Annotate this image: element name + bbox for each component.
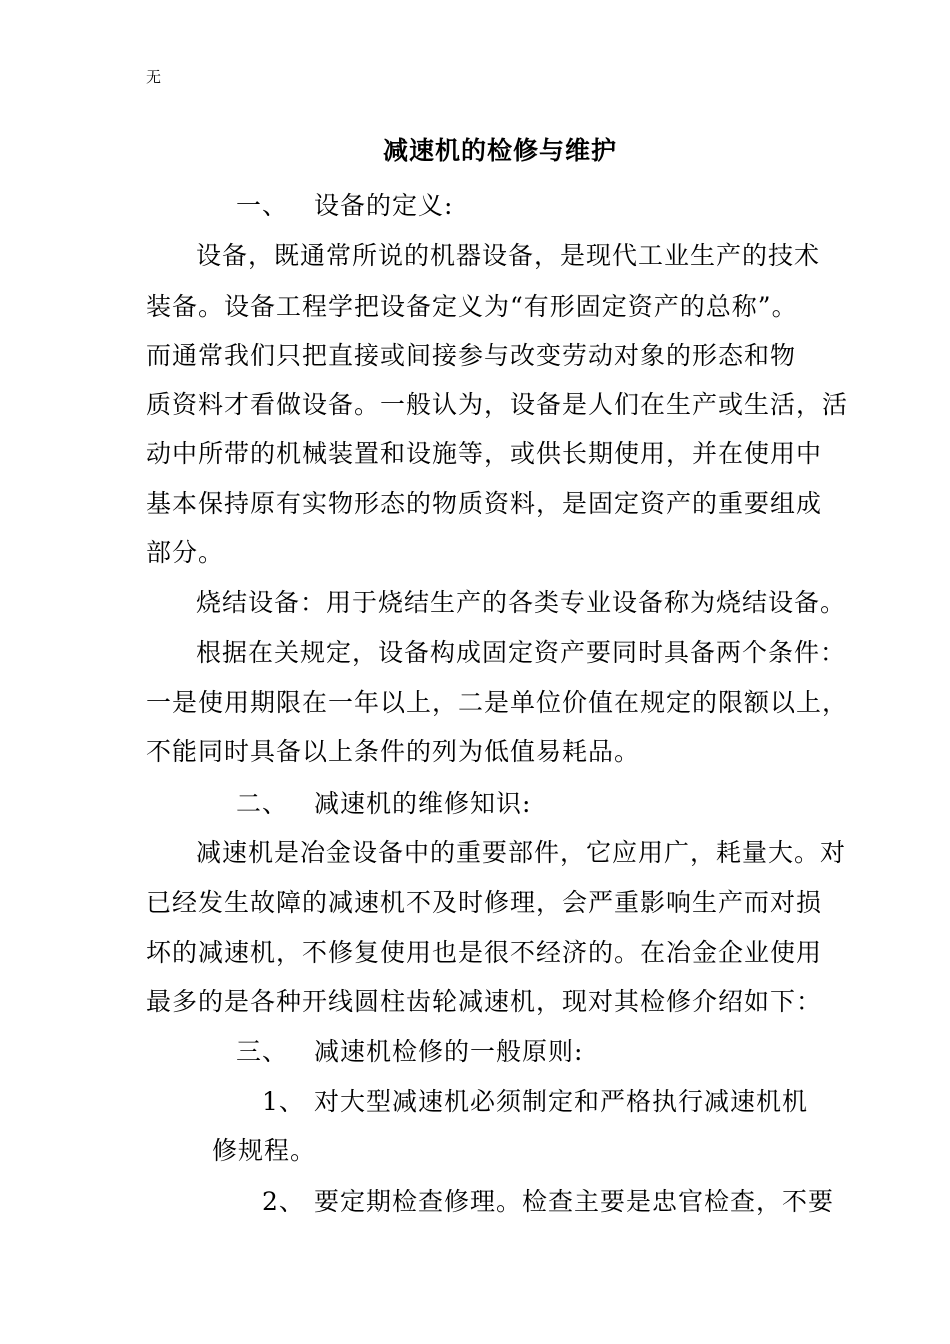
paragraph-line: 设备，既通常所说的机器设备，是现代工业生产的技术 — [196, 241, 821, 270]
list-item-text: 对大型减速机必须制定和严格执行减速机机 — [314, 1087, 809, 1116]
paragraph-line: 烧结设备：用于烧结生产的各类专业设备称为烧结设备。 — [196, 588, 847, 617]
section-heading-text: 设备的定义: — [314, 191, 454, 220]
paragraph-line: 减速机是冶金设备中的重要部件，它应用广，耗量大。对 — [196, 838, 847, 867]
section-heading-text: 减速机的维修知识: — [314, 789, 532, 818]
paragraph-line: 装备。设备工程学把设备定义为“有形固定资产的总称”。 — [146, 292, 798, 321]
paragraph-line: 部分。 — [146, 538, 225, 567]
paragraph-line: 已经发生故障的减速机不及时修理，会严重影响生产而对损 — [146, 888, 823, 917]
section-number: 二、 — [236, 789, 289, 818]
paragraph-line: 最多的是各种开线圆柱齿轮减速机，现对其检修介绍如下： — [146, 987, 823, 1016]
list-item-number: 1、 — [262, 1087, 305, 1116]
paragraph-line: 动中所带的机械装置和设施等，或供长期使用，并在使用中 — [146, 439, 823, 468]
section-number: 三、 — [236, 1037, 289, 1066]
list-item-2 — [262, 1182, 834, 1218]
page-header: 无 — [146, 68, 162, 86]
paragraph-line: 不能同时具备以上条件的列为低值易耗品。 — [146, 737, 641, 766]
paragraph-line: 而通常我们只把直接或间接参与改变劳动对象的形态和物 — [146, 341, 797, 370]
paragraph-line: 坏的减速机，不修复使用也是很不经济的。在冶金企业使用 — [146, 938, 823, 967]
section-heading-3 — [236, 1032, 583, 1068]
list-item-1 — [262, 1082, 808, 1118]
paragraph-line: 基本保持原有实物形态的物质资料，是固定资产的重要组成 — [146, 489, 823, 518]
paragraph-line: 一是使用期限在一年以上，二是单位价值在规定的限额以上， — [146, 688, 849, 717]
section-heading-1 — [236, 186, 453, 222]
section-heading-text: 减速机检修的一般原则: — [314, 1037, 584, 1066]
list-item-continuation: 修规程。 — [212, 1136, 317, 1165]
section-number: 一、 — [236, 191, 289, 220]
document-title: 减速机的检修与维护 — [382, 136, 617, 165]
paragraph-line: 质资料才看做设备。一般认为，设备是人们在生产或生活，活 — [146, 390, 849, 419]
list-item-number: 2、 — [262, 1187, 305, 1216]
section-heading-2 — [236, 784, 531, 820]
paragraph-line: 根据在关规定，设备构成固定资产要同时具备两个条件： — [196, 638, 847, 667]
list-item-text: 要定期检查修理。检查主要是忠官检查，不要 — [314, 1187, 835, 1216]
